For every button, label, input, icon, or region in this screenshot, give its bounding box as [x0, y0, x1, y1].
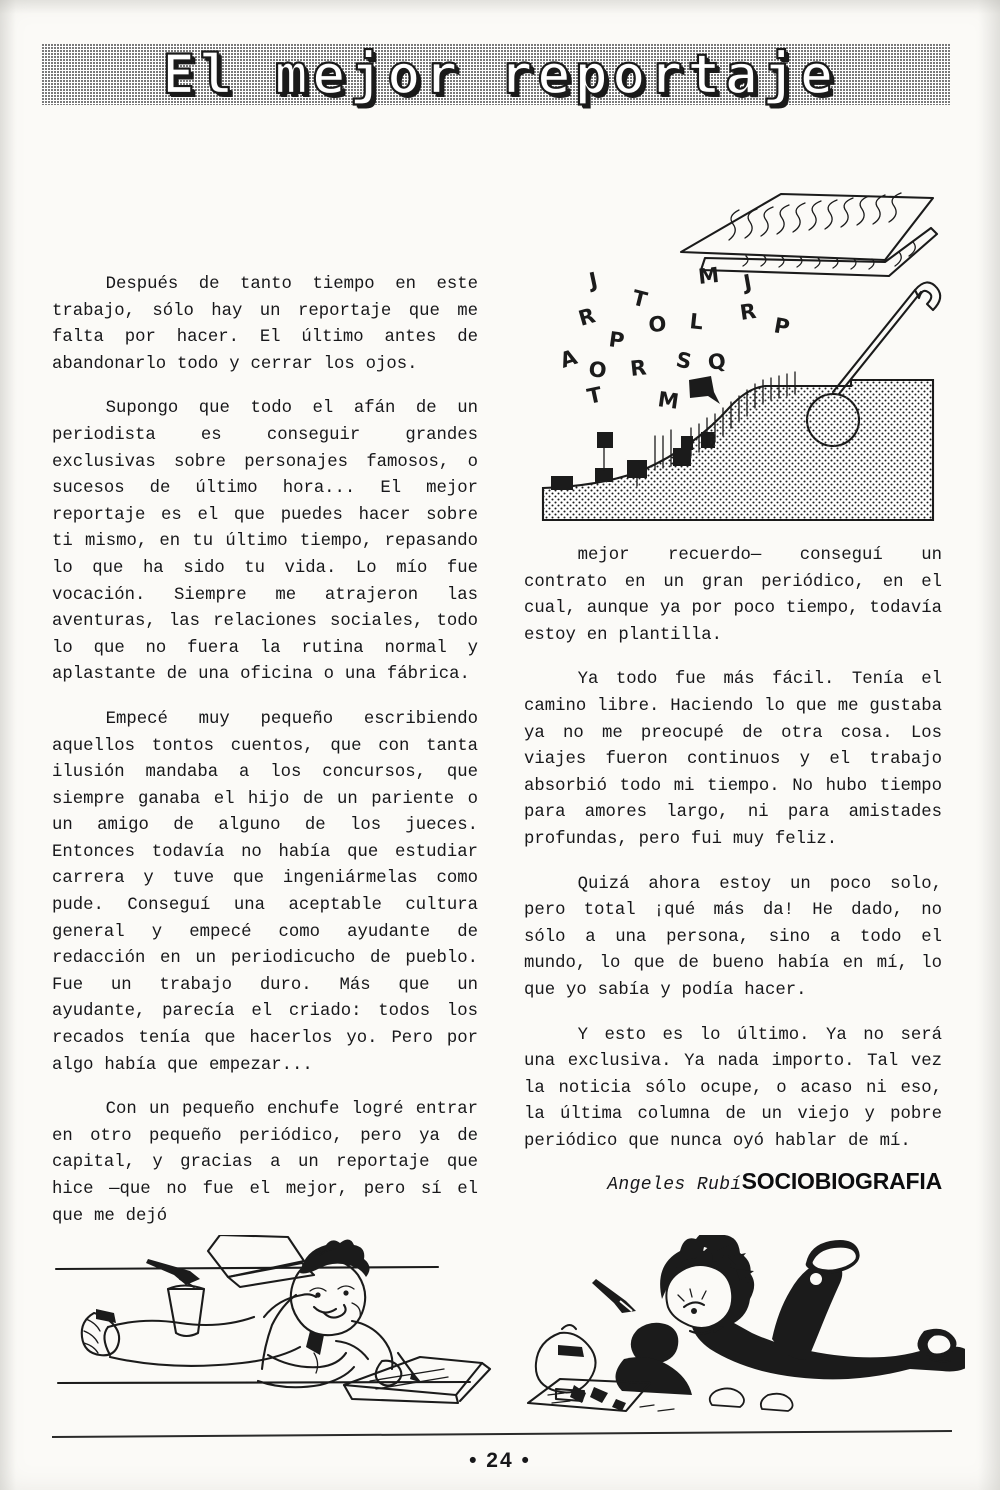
scattered-letter: L	[688, 309, 705, 335]
scattered-letter: R	[629, 355, 648, 381]
scattered-letter: J	[741, 269, 754, 295]
byline-author: Angeles Rubí	[607, 1175, 742, 1195]
paragraph: Ya todo fue más fácil. Tenía el camino libre. Haciendo lo que me gustaba ya no me preocupé de otra cosa. Los viajes fueron continuos y el trabajo absorbió todo mi tiempo. No hubo tiempo para amores largo, ni para amistades profundas, pero fui muy feliz.	[524, 670, 942, 849]
boy-writing-silhouette-illustration	[520, 1235, 965, 1420]
paragraph: Después de tanto tiempo en este trabajo, sólo hay un reportaje que me falta por hacer. El último antes de abandonarlo todo y cerrar los ojos.	[52, 275, 478, 374]
page-header	[0, 0, 1000, 140]
paragraph: mejor recuerdo— conseguí un contrato en un gran periódico, en el cual, aunque ya por poco tiempo, todavía estoy en plantilla.	[524, 546, 942, 645]
page-title-wrapper	[0, 43, 1000, 106]
scan-edge-shading-right	[978, 0, 1000, 1490]
scattered-letter: S	[673, 347, 694, 375]
newspaper-over-landscape-illustration	[533, 180, 953, 530]
scattered-letter: M	[656, 387, 681, 414]
scattered-letter: P	[772, 313, 792, 340]
paragraph: Quizá ahora estoy un poco solo, pero total ¡qué más da! He dado, no sólo a una persona, sino a todo el mundo, lo que de bueno había en mí, lo que yo sabía y podía hacer.	[524, 874, 942, 1000]
paragraph: Y esto es lo último. Ya no será una exclusiva. Ya nada importo. Tal vez la noticia sólo ocupe, o acaso ni eso, la última columna de un viejo y pobre periódico que nunca oyó hablar de mí.	[524, 1025, 942, 1151]
page-title: El mejor reportaje	[162, 43, 838, 106]
page-number: • 24 •	[469, 1449, 531, 1472]
scan-edge-shading-left	[0, 0, 16, 1490]
article-column-left	[52, 272, 478, 1230]
scattered-letter: M	[697, 262, 721, 289]
boy-writing-outline-illustration	[52, 1235, 502, 1420]
scattered-letter: T	[629, 285, 650, 313]
scattered-letter: A	[557, 344, 581, 373]
paragraph: Con un pequeño enchufe logré entrar en otro pequeño periódico, pero ya de capital, y gracias a un reportaje que hice —que no fue el mejor, pero sí el que me dejó	[52, 1100, 478, 1226]
paragraph: Supongo que todo el afán de un periodista es conseguir grandes exclusivas sobre personajes famosos, o sucesos de último hora... El mejor reportaje es el que puedes hacer sobre ti mismo, en tu último tiempo, repasando lo que ha sido tu vida. Lo mío fue vocación. Siempre me atrajeron las aventuras, las relaciones sociales, todo lo que no fuera la rutina normal y aplastante de una oficina o una fábrica.	[52, 399, 478, 685]
scattered-letter: T	[585, 382, 605, 409]
scattered-letter: R	[575, 303, 598, 331]
article-column-right	[524, 543, 942, 1155]
scattered-letter: O	[587, 357, 608, 383]
scattered-letter: Q	[706, 348, 728, 375]
footer-divider-rule	[52, 1430, 952, 1438]
scattered-letter: P	[607, 327, 626, 354]
scattered-letter: R	[738, 298, 758, 325]
byline-section-label: SOCIOBIOGRAFIA	[741, 1168, 942, 1194]
scattered-letter: J	[587, 267, 600, 293]
byline	[524, 1168, 942, 1195]
paragraph: Empecé muy pequeño escribiendo aquellos tontos cuentos, que con tanta ilusión mandaba a los concursos, que siempre ganaba el hijo de un pariente o un amigo de alguno de los jueces. Entonces todavía no había que estudiar carrera y tuve que ingeniármelas como pude. Conseguí una aceptable cultura general y empecé como ayudante de redacción en un periodicucho de pueblo. Fue un trabajo duro. Más que un ayudante, parecía el criado: todos los recados tenía que hacerlos yo. Pero por algo había que empezar...	[52, 709, 478, 1075]
scattered-letter: O	[647, 311, 668, 337]
